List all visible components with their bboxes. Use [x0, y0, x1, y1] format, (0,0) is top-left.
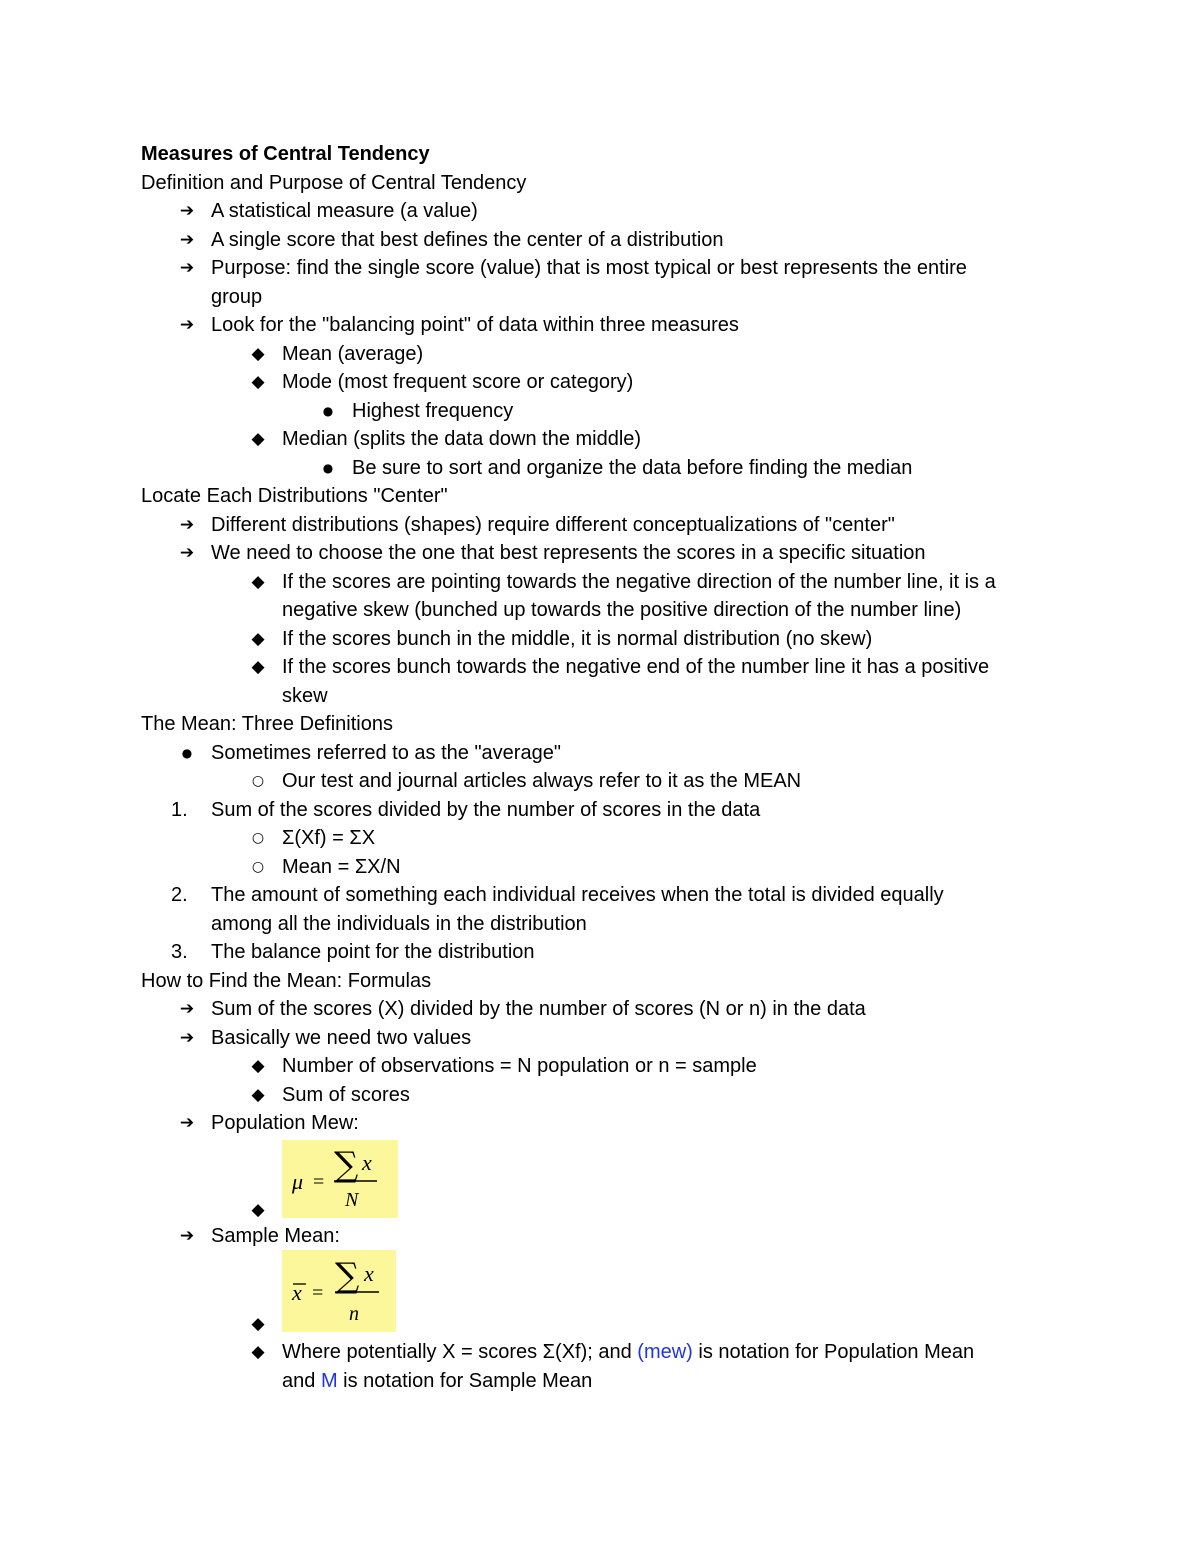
list-item: ➔ Basically we need two values [141, 1024, 1071, 1053]
diamond-bullet-icon: ◆ [251, 1314, 265, 1334]
list-item: ➔ We need to choose the one that best represents the scores in a specific situation [141, 539, 1071, 568]
list-item: ➔ Sum of the scores (X) divided by the number of scores (N or n) in the data [141, 995, 1071, 1024]
list-item: ○ Σ(Xf) = ΣX [141, 824, 1071, 853]
section-heading: Definition and Purpose of Central Tendency [141, 171, 527, 194]
list-item: ● Highest frequency [141, 397, 1071, 426]
dot-bullet-icon: ● [322, 403, 334, 418]
list-item: ◆ Sum of scores [141, 1081, 1071, 1110]
list-item: ➔ A statistical measure (a value) [141, 197, 1071, 226]
section-heading: Locate Each Distributions "Center" [141, 485, 448, 507]
numbered-item: 3. The balance point for the distribution [141, 938, 1071, 967]
circle-bullet-icon: ○ [251, 858, 265, 875]
list-item: ○ Mean = ΣX/N [141, 853, 1071, 882]
dot-bullet-icon: ● [322, 460, 334, 475]
arrow-bullet-icon: ➔ [179, 258, 195, 278]
list-item: ◆ Mean (average) [141, 340, 1071, 369]
diamond-bullet-icon: ◆ [251, 1056, 265, 1076]
list-item: ◆ Where potentially X = scores Σ(Xf); and (mew) is notation for Population Mean [141, 1338, 1071, 1367]
list-item: ◆ If the scores are pointing towards the negative direction of the number line, it is a [141, 568, 1071, 597]
formula-denominator: N [345, 1188, 359, 1211]
mew-notation: (mew) [637, 1341, 693, 1363]
arrow-bullet-icon: ➔ [179, 999, 195, 1019]
arrow-bullet-icon: ➔ [179, 543, 195, 563]
numbered-item: 2. The amount of something each individual receives when the total is divided equally [141, 881, 1071, 910]
list-item-continuation: negative skew (bunched up towards the positive direction of the number line) [282, 599, 962, 621]
arrow-bullet-icon: ➔ [179, 1113, 195, 1133]
list-number: 2. [171, 884, 188, 906]
numbered-item: 1. Sum of the scores divided by the number of scores in the data [141, 796, 1071, 825]
formula-denominator: n [349, 1303, 359, 1325]
formula-equals: = [312, 1282, 324, 1304]
formula-lhs: μ [292, 1168, 304, 1194]
sum-symbol-icon: ∑ [335, 1256, 360, 1296]
list-item-continuation: skew [282, 684, 328, 707]
arrow-bullet-icon: ➔ [179, 1225, 195, 1246]
circle-bullet-icon: ○ [251, 773, 265, 789]
diamond-bullet-icon: ◆ [251, 1199, 265, 1220]
diamond-bullet-icon: ◆ [251, 657, 265, 677]
formula-numerator: x [362, 1149, 372, 1175]
arrow-bullet-icon: ➔ [179, 514, 195, 535]
diamond-bullet-icon: ◆ [251, 571, 265, 592]
list-item: ◆ Number of observations = N population or n = sample [141, 1052, 1071, 1081]
list-item: ◆ Mode (most frequent score or category) [141, 368, 1071, 397]
list-number: 1. [171, 798, 188, 821]
m-notation: M [320, 1369, 338, 1392]
list-item: ● Sometimes referred to as the "average" [141, 739, 1071, 768]
list-item: ● Be sure to sort and organize the data before finding the median [141, 454, 1071, 483]
list-item: ➔ Look for the "balancing point" of data within three measures [141, 311, 1071, 340]
list-item: ➔ Population Mew: [141, 1109, 1071, 1138]
section-heading: How to Find the Mean: Formulas [141, 969, 432, 992]
formula-equals: = [313, 1170, 325, 1193]
list-item: ◆ If the scores bunch in the middle, it is normal distribution (no skew) [141, 625, 1071, 654]
diamond-bullet-icon: ◆ [251, 343, 265, 364]
diamond-bullet-icon: ◆ [251, 372, 265, 392]
list-item: ➔ A single score that best defines the center of a distribution [141, 226, 1071, 255]
list-item-continuation: among all the individuals in the distribution [211, 912, 587, 935]
document-body [141, 140, 1071, 1395]
arrow-bullet-icon: ➔ [179, 201, 195, 221]
population-mean-formula [282, 1140, 398, 1218]
list-item: ➔ Sample Mean: [141, 1222, 1071, 1251]
list-item: ○ Our test and journal articles always refer to it as the MEAN [141, 767, 1071, 796]
formula-item [141, 1250, 1071, 1338]
formula-lhs: x [292, 1280, 302, 1305]
diamond-bullet-icon: ◆ [251, 1342, 265, 1362]
list-item: ➔ Different distributions (shapes) require different conceptualizations of "center" [141, 511, 1071, 540]
formula-item [141, 1140, 1071, 1222]
diamond-bullet-icon: ◆ [251, 1084, 265, 1105]
formula-numerator: x [364, 1261, 374, 1286]
list-item: ◆ If the scores bunch towards the negative end of the number line it has a positive [141, 653, 1071, 682]
sum-symbol-icon: ∑ [334, 1144, 359, 1185]
arrow-bullet-icon: ➔ [179, 1027, 195, 1048]
arrow-bullet-icon: ➔ [179, 229, 195, 250]
diamond-bullet-icon: ◆ [251, 429, 265, 449]
page-title: Measures of Central Tendency [141, 143, 430, 165]
section-heading: The Mean: Three Definitions [141, 713, 393, 735]
list-number: 3. [171, 941, 188, 963]
list-item-continuation: group [211, 285, 263, 308]
sample-mean-formula [282, 1250, 396, 1332]
list-item-continuation: and M is notation for Sample Mean [282, 1369, 593, 1392]
list-item: ◆ Median (splits the data down the middle) [141, 425, 1071, 454]
diamond-bullet-icon: ◆ [251, 628, 265, 649]
arrow-bullet-icon: ➔ [179, 315, 195, 335]
dot-bullet-icon: ● [181, 745, 193, 760]
circle-bullet-icon: ○ [251, 830, 265, 846]
list-item: ➔ Purpose: find the single score (value) that is most typical or best represents the entire [141, 254, 1071, 283]
